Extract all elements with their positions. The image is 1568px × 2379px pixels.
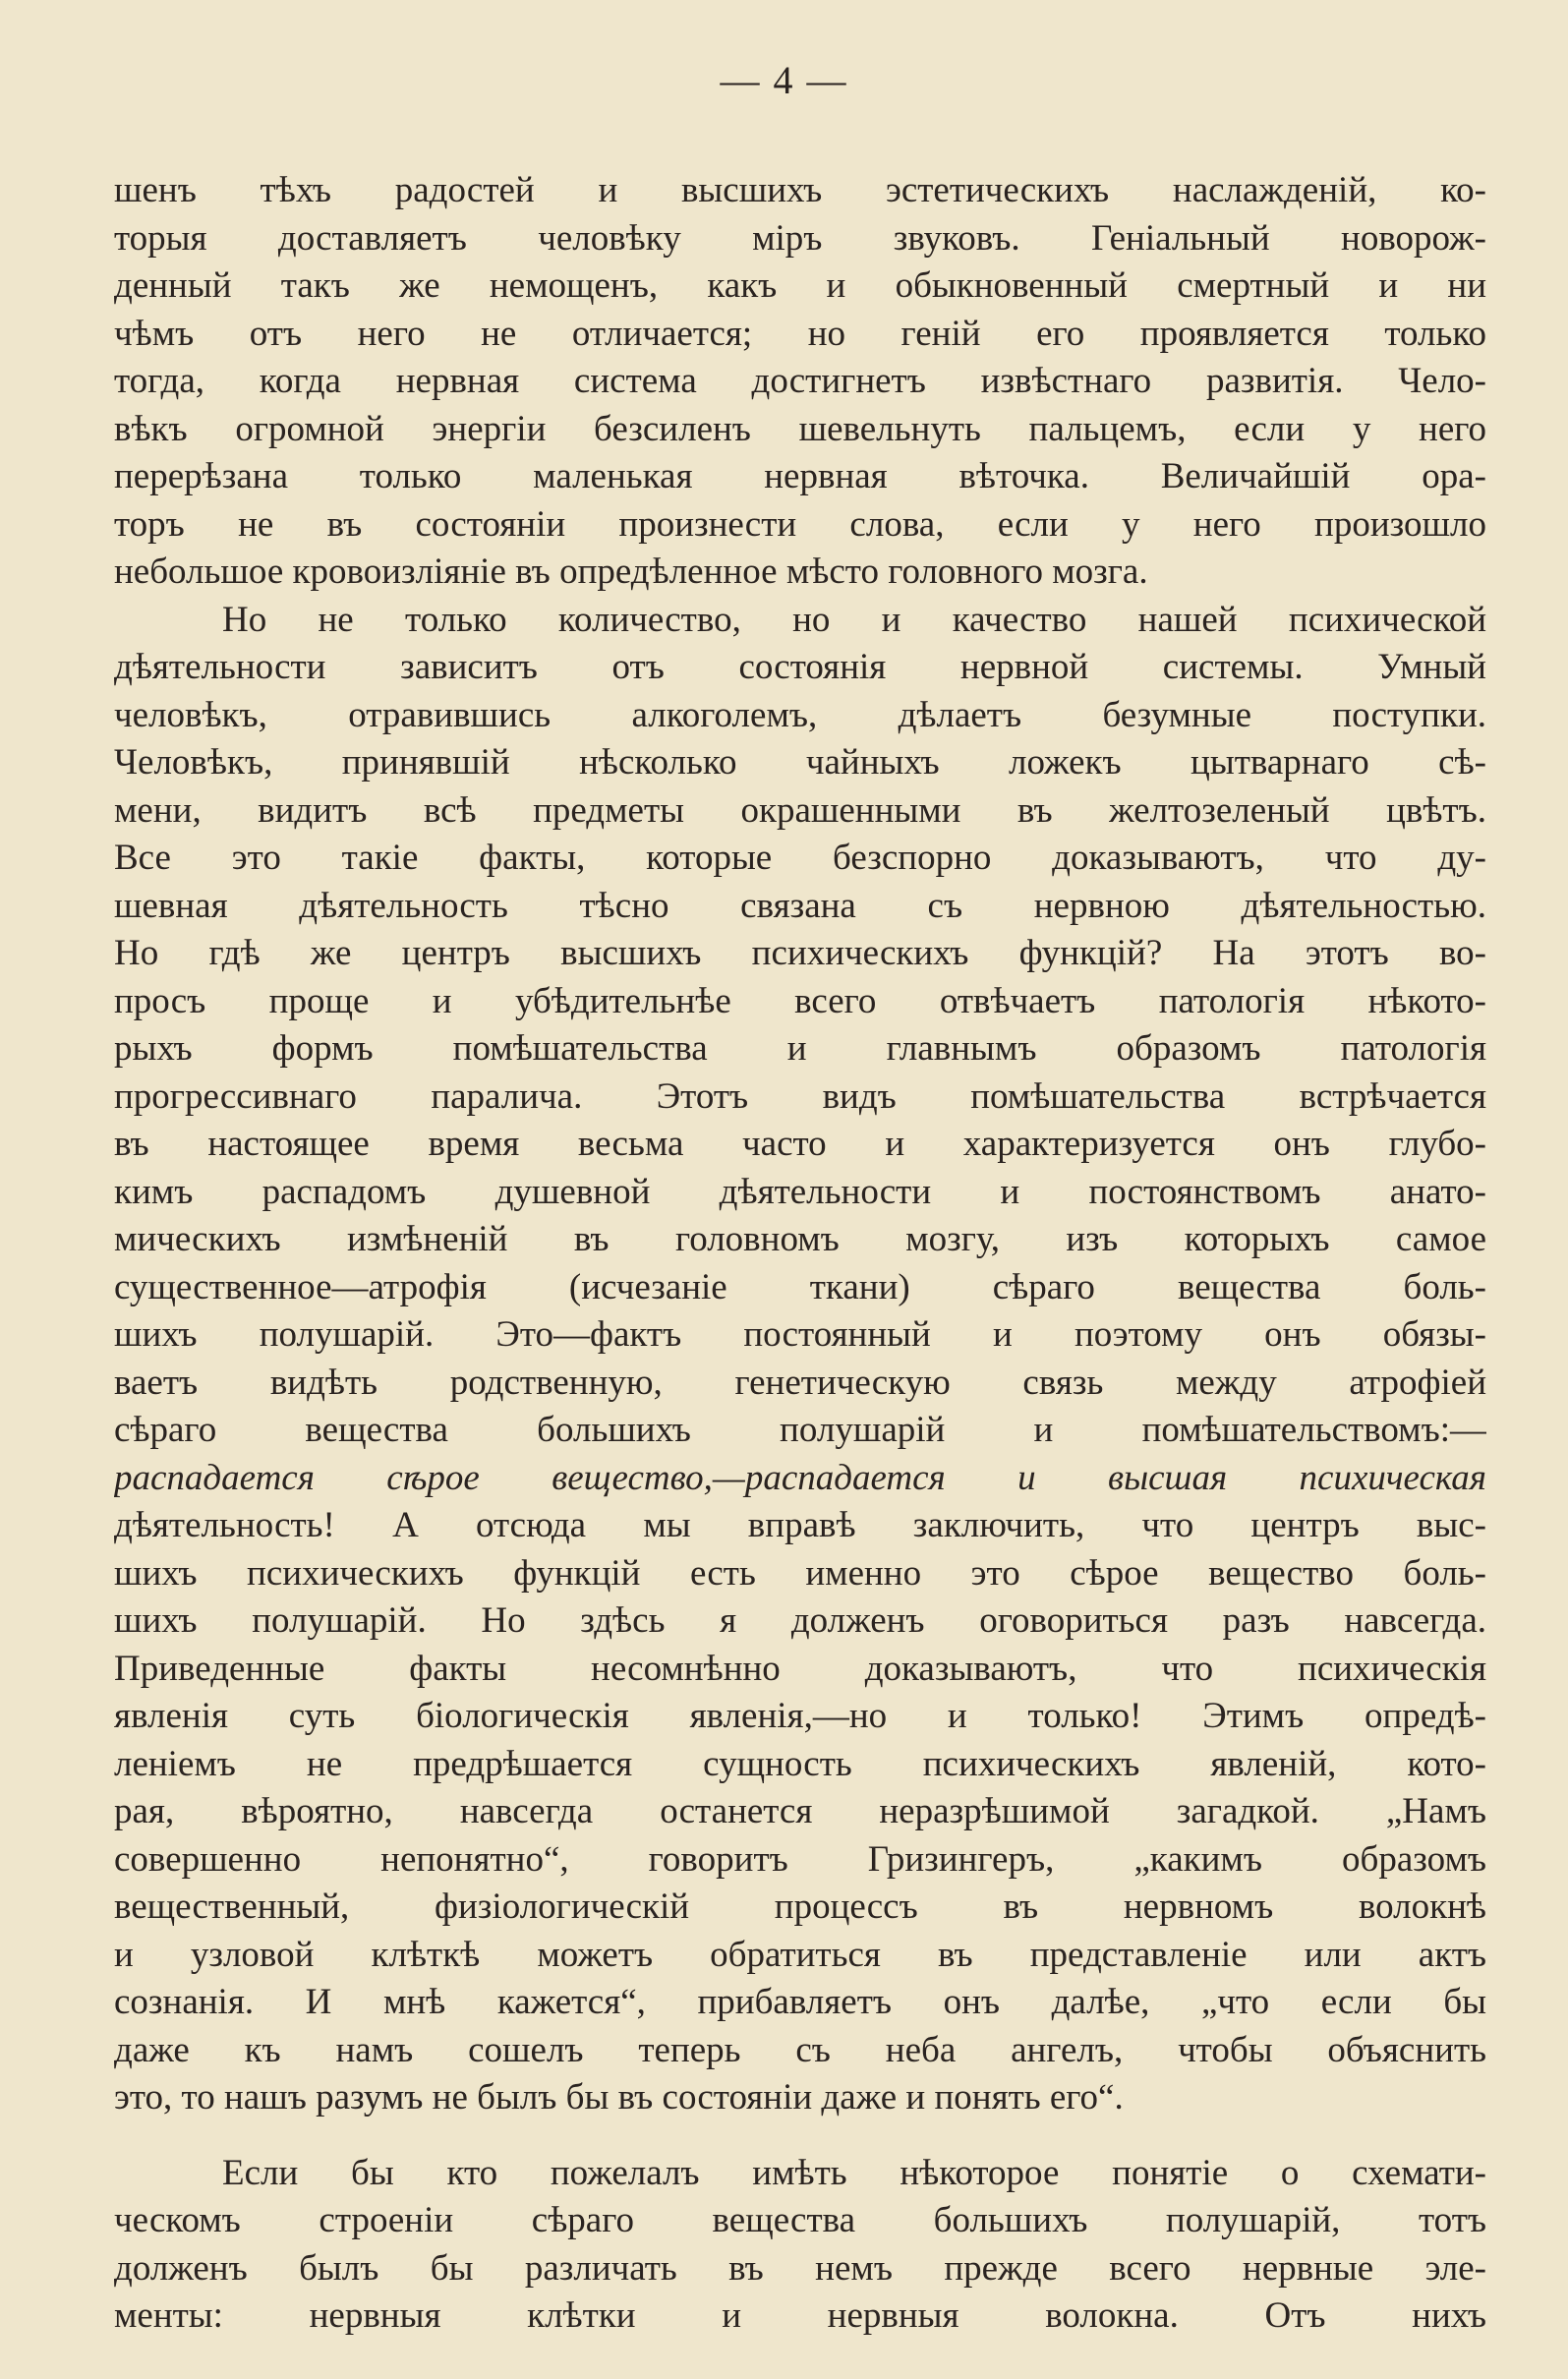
text-line: сѣраго вещества большихъ полушарій и помѣшательствомъ:—	[114, 1410, 1486, 1450]
text-line: менты: нервныя клѣтки и нервныя волокна. Отъ нихъ	[114, 2295, 1486, 2336]
text-line: перерѣзана только маленькая нервная вѣточка. Величайшій ора-	[114, 456, 1486, 496]
text-line: Приведенные факты несомнѣнно доказываютъ, что психическія	[114, 1648, 1486, 1689]
text-line: совершенно непонятно“, говоритъ Гризингеръ, „какимъ образомъ	[114, 1838, 1486, 1880]
text-line: существенное—атрофія (исчезаніе ткани) сѣраго вещества боль-	[114, 1266, 1486, 1307]
text-line: шенъ тѣхъ радостей и высшихъ эстетическихъ наслажденій, ко-	[114, 170, 1486, 210]
text-line: торыя доставляетъ человѣку міръ звуковъ. Геніальный новорож-	[114, 217, 1486, 259]
text-line: шихъ полушарій. Но здѣсь я долженъ оговориться разъ навсегда.	[114, 1600, 1486, 1641]
text-line: ваетъ видѣть родственную, генетическую связь между атрофіей	[114, 1362, 1486, 1403]
text-line: дѣятельность! А отсюда мы вправѣ заключить, что центръ выс-	[114, 1505, 1486, 1545]
text-line: леніемъ не предрѣшается сущность психическихъ явленій, кото-	[114, 1743, 1486, 1784]
text-line: шихъ психическихъ функцій есть именно это сѣрое вещество боль-	[114, 1552, 1486, 1594]
page-text	[114, 167, 1486, 2341]
text-line: Все это такіе факты, которые безспорно доказываютъ, что ду-	[114, 838, 1486, 878]
text-line: сознанія. И мнѣ кажется“, прибавляетъ онъ далѣе, „что если бы	[114, 1982, 1486, 2022]
text-line: вещественный, физіологическій процессъ въ нервномъ волокнѣ	[114, 1886, 1486, 1927]
page-number: — 4 —	[720, 58, 848, 102]
text-line: ческомъ строеніи сѣраго вещества большихъ полушарій, тотъ	[114, 2200, 1486, 2240]
text-line: Если бы кто пожелалъ имѣть нѣкоторое понятіе о схемати-	[222, 2152, 1486, 2193]
text-line: просъ проще и убѣдительнѣе всего отвѣчаетъ патологія нѣкото-	[114, 980, 1486, 1021]
text-line: даже къ намъ сошелъ теперь съ неба ангелъ, чтобы объяснить	[114, 2029, 1486, 2070]
text-line: вѣкъ огромной энергіи безсиленъ шевельнуть пальцемъ, если у него	[114, 408, 1486, 449]
text-line: Но не только количество, но и качество нашей психической	[222, 599, 1486, 640]
text-line: Человѣкъ, принявшій нѣсколько чайныхъ ложекъ цытварнаго сѣ-	[114, 742, 1486, 783]
text-line: шевная дѣятельность тѣсно связана съ нервною дѣятельностью.	[114, 885, 1486, 926]
text-line: и узловой клѣткѣ можетъ обратиться въ представленіе или актъ	[114, 1934, 1486, 1975]
text-line: мени, видитъ всѣ предметы окрашенными въ желтозеленый цвѣтъ.	[114, 789, 1486, 831]
text-line: чѣмъ отъ него не отличается; но геній его проявляется только	[114, 313, 1486, 354]
text-line: мическихъ измѣненій въ головномъ мозгу, изъ которыхъ самое	[114, 1219, 1486, 1259]
text-line: Но гдѣ же центръ высшихъ психическихъ функцій? На этотъ во-	[114, 933, 1486, 973]
text-line: это, то нашъ разумъ не былъ бы въ состояніи даже и понять его“.	[114, 2077, 1124, 2118]
text-line: долженъ былъ бы различать въ немъ прежде всего нервные эле-	[114, 2247, 1486, 2289]
text-line: рыхъ формъ помѣшательства и главнымъ образомъ патологія	[114, 1028, 1486, 1069]
text-line: торъ не въ состояніи произнести слова, если у него произошло	[114, 503, 1486, 545]
text-line: кимъ распадомъ душевной дѣятельности и постоянствомъ анато-	[114, 1171, 1486, 1212]
text-line: человѣкъ, отравившись алкоголемъ, дѣлаетъ безумные поступки.	[114, 694, 1486, 735]
text-line: дѣятельности зависитъ отъ состоянія нервной системы. Умный	[114, 647, 1486, 687]
text-line: небольшое кровоизліяніе въ опредѣленное мѣсто головного мозга.	[114, 551, 1148, 592]
text-line: въ настоящее время весьма часто и характеризуется онъ глубо-	[114, 1124, 1486, 1164]
text-line: прогрессивнаго паралича. Этотъ видъ помѣшательства встрѣчается	[114, 1075, 1486, 1117]
text-line: явленія суть біологическія явленія,—но и только! Этимъ опредѣ-	[114, 1696, 1486, 1736]
text-line: шихъ полушарій. Это—фактъ постоянный и поэтому онъ обязы-	[114, 1314, 1486, 1355]
text-line: денный такъ же немощенъ, какъ и обыкновенный смертный и ни	[114, 265, 1486, 306]
text-line-italic: распадается сѣрое вещество,—распадается и высшая психическая	[114, 1457, 1486, 1498]
paragraph-gap	[114, 2122, 1486, 2150]
text-line: тогда, когда нервная система достигнетъ извѣстнаго развитія. Чело-	[114, 361, 1486, 401]
text-line: рая, вѣроятно, навсегда останется неразрѣшимой загадкой. „Намъ	[114, 1791, 1486, 1831]
